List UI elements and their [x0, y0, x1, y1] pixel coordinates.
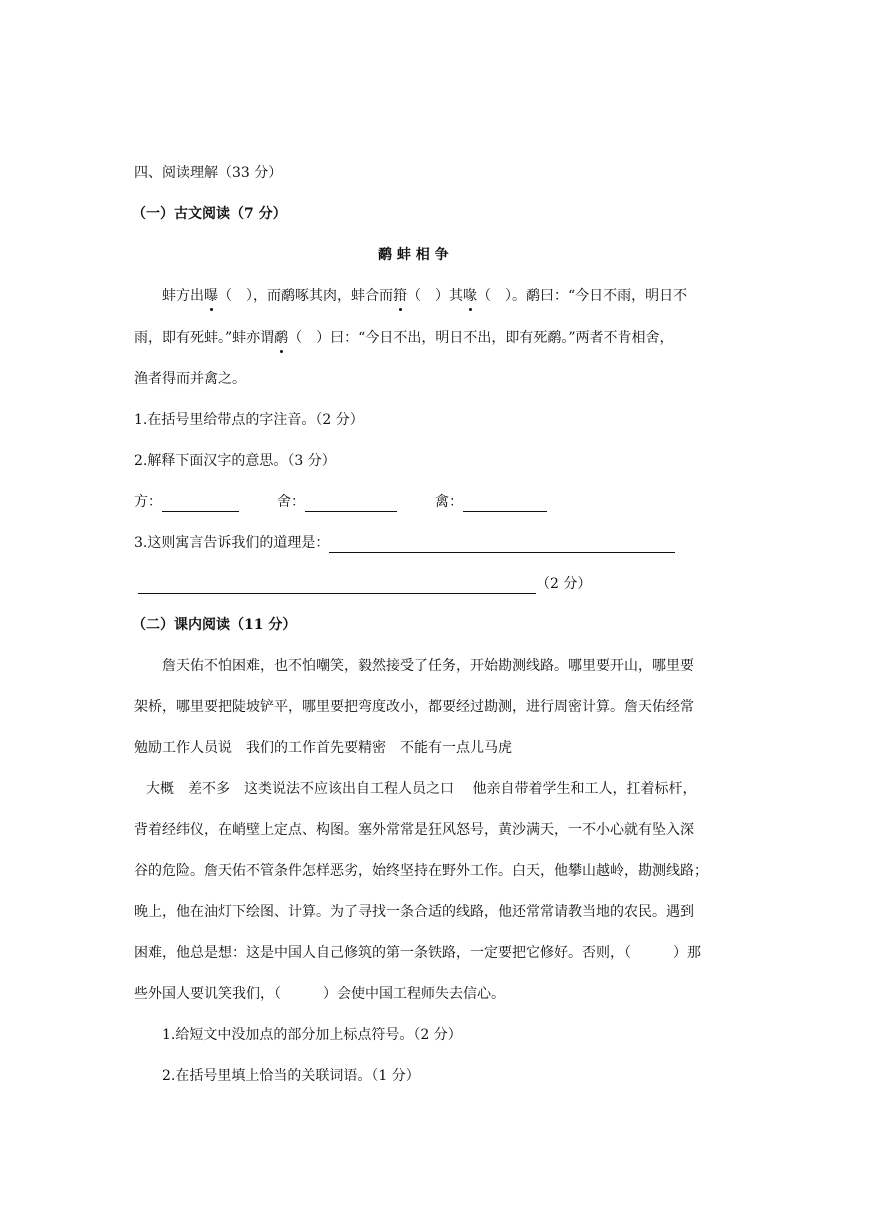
passage2-line: 晚上，他在油灯下绘图、计算。为了寻找一条合适的线路，他还常常请教当地的农民。遇到 [134, 904, 694, 920]
part1-question-3: 3.这则寓言告诉我们的道理是： [134, 533, 675, 553]
part2-heading: （二）课内阅读（11 分） [132, 617, 297, 633]
answer-blank-she[interactable] [305, 497, 397, 512]
passage2-line: 詹天佑不怕困难，也不怕嘲笑，毅然接受了任务，开始勘测线路。哪里要开山，哪里要 [162, 658, 694, 674]
passage-line-1: 蚌方出曝（ ），而鹬啄其肉，蚌合而箝（ ）其喙（ ）。鹬曰：“今日不雨，明日不 [162, 288, 688, 304]
part1-heading: （一）古文阅读（7 分） [132, 206, 287, 222]
part1-question-1: 1.在括号里给带点的字注音。（2 分） [134, 412, 364, 428]
dotted-char: 曝 [204, 288, 218, 304]
fable-title: 鹬 蚌 相 争 [378, 247, 449, 263]
dotted-char: 喙 [463, 288, 477, 304]
q2-label-she: 舍： [277, 494, 305, 510]
q2-label-qin: 禽： [435, 494, 463, 510]
passage2-line: 谷的危险。詹天佑不管条件怎样恶劣，始终坚持在野外工作。白天，他攀山越岭，勘测线路； [134, 863, 708, 879]
passage-line-3: 渔者得而并禽之。 [134, 371, 246, 387]
part2-question-2: 2.在括号里填上恰当的关联词语。（1 分） [162, 1068, 420, 1084]
part2-question-1: 1.给短文中没加点的部分加上标点符号。（2 分） [162, 1027, 462, 1043]
answer-blank-moral-2[interactable] [138, 579, 536, 594]
q2-label-fang: 方： [134, 494, 162, 510]
part1-q2-answers [134, 492, 547, 512]
passage2-line: 困难，他总是想：这是中国人自己修筑的第一条铁路，一定要把它修好。否则，（ ）那 [134, 945, 701, 961]
section-title: 四、阅读理解（33 分） [134, 165, 283, 181]
passage2-line: 大概 差不多 这类说法不应该出自工程人员之口 他亲自带着学生和工人，扛着标杆， [146, 781, 697, 797]
part1-q3-second-line [138, 574, 591, 594]
passage-line-2: 雨，即有死蚌。”蚌亦谓鹬（ ）曰：“今日不出，明日不出，即有死鹬。”两者不肯相舍， [134, 330, 674, 346]
dotted-char: 鹬 [274, 330, 289, 346]
passage2-line: 背着经纬仪，在峭壁上定点、构图。塞外常常是狂风怒号，黄沙满天，一不小心就有坠入深 [134, 822, 694, 838]
answer-blank-moral-1[interactable] [329, 538, 675, 553]
part1-question-2: 2.解释下面汉字的意思。（3 分） [134, 453, 336, 469]
q3-score: （2 分） [536, 576, 592, 592]
dotted-char: 箝 [393, 288, 407, 304]
passage2-line: 勉励工作人员说 我们的工作首先要精密 不能有一点儿马虎 [134, 740, 512, 756]
passage2-line: 架桥，哪里要把陡坡铲平，哪里要把弯度改小，都要经过勘测，进行周密计算。詹天佑经常 [134, 699, 694, 715]
passage2-line: 些外国人要讥笑我们，（ ）会使中国工程师失去信心。 [134, 986, 505, 1002]
answer-blank-qin[interactable] [463, 497, 547, 512]
answer-blank-fang[interactable] [162, 497, 239, 512]
